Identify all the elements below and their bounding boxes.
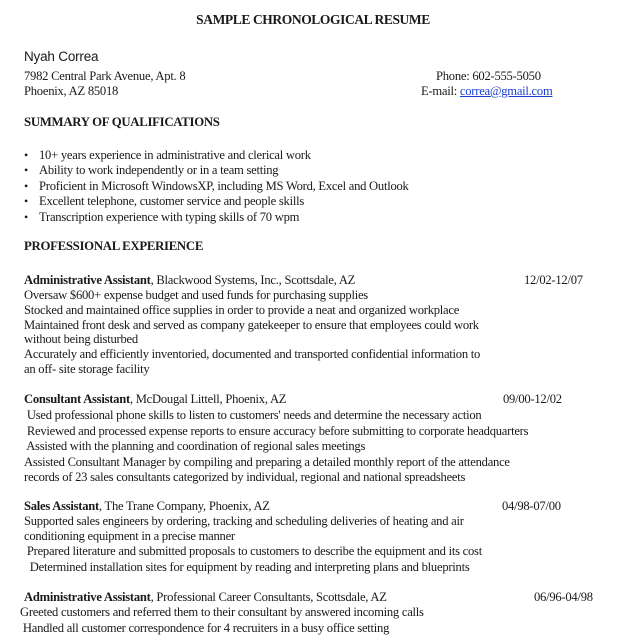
job-title: Administrative Assistant — [24, 590, 151, 604]
job-duty: without being disturbed — [24, 332, 138, 346]
bullet-icon: • — [24, 210, 28, 224]
job-duty: Assisted Consultant Manager by compiling and preparing a detailed monthly report of the attendance — [24, 455, 510, 469]
job-duty: Determined installation sites for equipment by reading and interpreting plans and blueprints — [24, 560, 470, 574]
address-line-2: Phoenix, AZ 85018 — [24, 84, 119, 98]
job-duty: Maintained front desk and served as company gatekeeper to ensure that employees could work — [24, 318, 479, 332]
job-dates: 12/02-12/07 — [524, 273, 583, 287]
job-employer: , The Trane Company, Phoenix, AZ — [98, 499, 270, 513]
job-duty: Accurately and efficiently inventoried, documented and transported confidential information to — [24, 347, 481, 361]
summary-item: Ability to work independently or in a team setting — [39, 163, 279, 177]
bullet-icon: • — [24, 179, 28, 193]
phone: Phone: 602-555-5050 — [436, 69, 541, 83]
bullet-icon: • — [24, 148, 28, 162]
summary-item: Proficient in Microsoft WindowsXP, including MS Word, Excel and Outlook — [39, 179, 409, 193]
job-header — [24, 392, 286, 407]
job-duty: an off- site storage facility — [24, 362, 150, 376]
job-duty: records of 23 sales consultants categorized by individual, regional and national spreadsheets — [24, 470, 466, 484]
job-duty: Handled all customer correspondence for 4 recruiters in a busy office setting — [20, 621, 390, 635]
bullet-icon: • — [24, 163, 28, 177]
job-header — [24, 590, 387, 605]
job-dates: 06/96-04/98 — [534, 590, 593, 604]
job-header — [24, 499, 270, 514]
job-duty: Used professional phone skills to listen to customers' needs and determine the necessary action — [24, 408, 482, 422]
document-title: SAMPLE CHRONOLOGICAL RESUME — [196, 12, 430, 27]
job-dates: 09/00-12/02 — [503, 392, 562, 406]
job-duty: conditioning equipment in a precise manner — [24, 529, 235, 543]
summary-heading: SUMMARY OF QUALIFICATIONS — [24, 115, 220, 129]
job-title: Administrative Assistant — [24, 273, 151, 287]
bullet-icon: • — [24, 194, 28, 208]
job-duty: Prepared literature and submitted proposals to customers to describe the equipment and its cost — [24, 544, 482, 558]
job-duty: Assisted with the planning and coordination of regional sales meetings — [24, 439, 366, 453]
job-employer: , McDougal Littell, Phoenix, AZ — [129, 392, 287, 406]
job-title: Sales Assistant — [24, 499, 99, 513]
email-label: E-mail: — [421, 84, 460, 98]
experience-heading: PROFESSIONAL EXPERIENCE — [24, 239, 204, 253]
job-duty: Supported sales engineers by ordering, tracking and scheduling deliveries of heating and air — [24, 514, 464, 528]
summary-item: 10+ years experience in administrative and clerical work — [39, 148, 311, 162]
job-duty: Reviewed and processed expense reports to ensure accuracy before submitting to corporate headquarters — [24, 424, 529, 438]
email-line — [421, 84, 552, 99]
email-link[interactable]: correa@gmail.com — [459, 84, 553, 98]
address-line-1: 7982 Central Park Avenue, Apt. 8 — [24, 69, 186, 83]
candidate-name: Nyah Correa — [24, 49, 99, 64]
job-dates: 04/98-07/00 — [502, 499, 561, 513]
job-header — [24, 273, 355, 288]
summary-item: Transcription experience with typing skills of 70 wpm — [39, 210, 300, 224]
job-title: Consultant Assistant — [24, 392, 130, 406]
job-duty: Stocked and maintained office supplies in order to provide a neat and organized workplace — [24, 303, 460, 317]
job-employer: , Blackwood Systems, Inc., Scottsdale, AZ — [150, 273, 356, 287]
job-duty: Oversaw $600+ expense budget and used funds for purchasing supplies — [24, 288, 368, 302]
job-duty: Greeted customers and referred them to their consultant by answered incoming calls — [20, 605, 424, 619]
summary-item: Excellent telephone, customer service and people skills — [39, 194, 304, 208]
job-employer: , Professional Career Consultants, Scottsdale, AZ — [150, 590, 387, 604]
